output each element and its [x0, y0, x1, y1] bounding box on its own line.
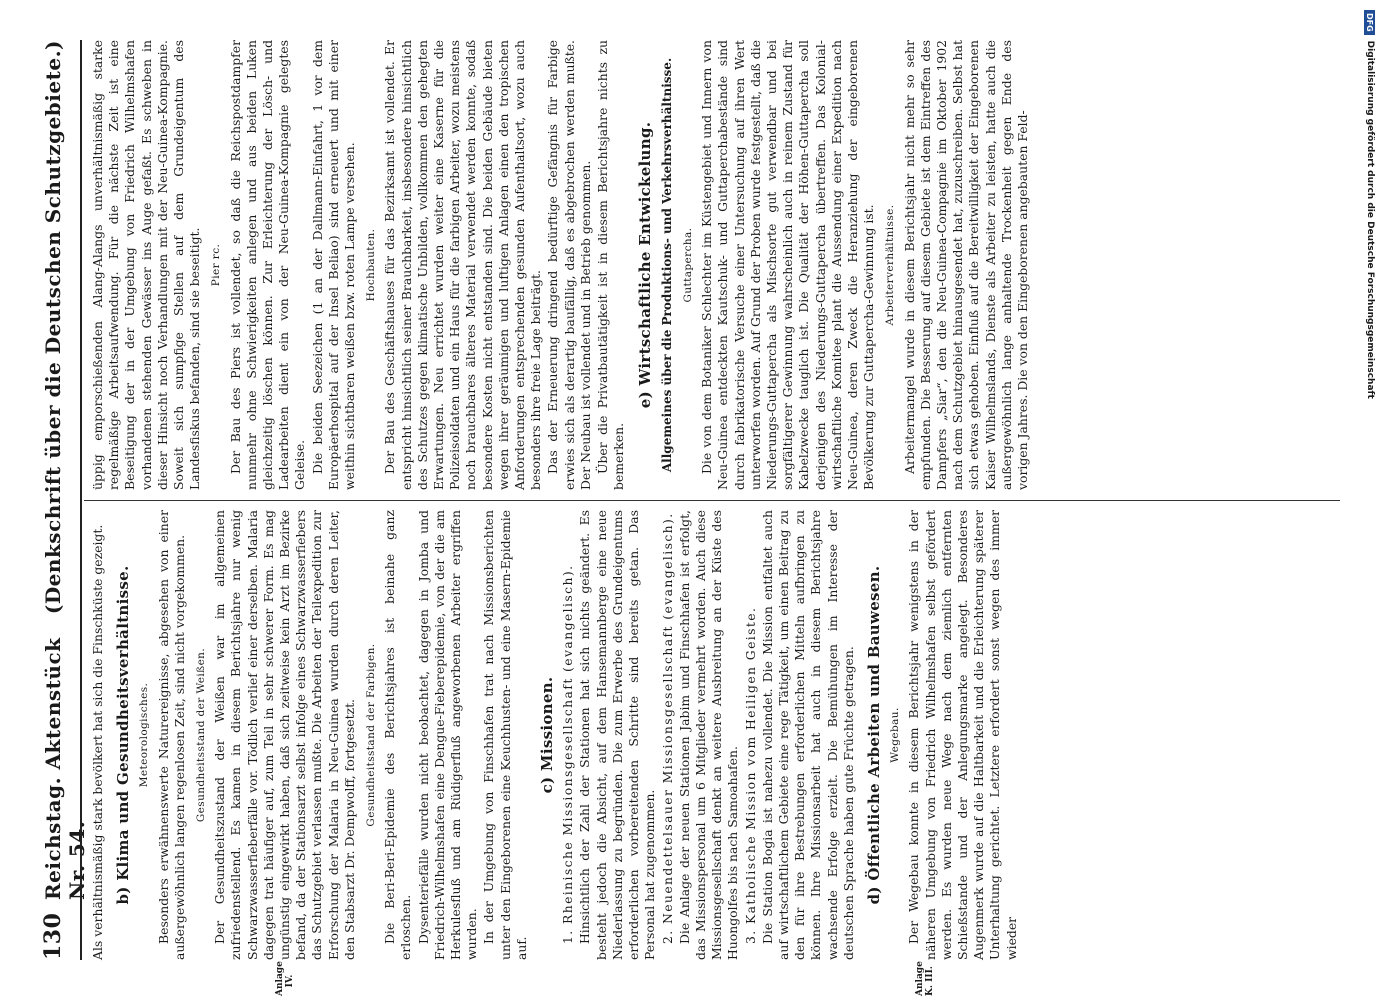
- health-colored-paragraph-2: Dysenteriefälle wurden nicht beobachtet, dagegen in Jomba und Friedrich-Wilhelmshafen eine Dengue-Fieberepidemie, von der die am Herkulesfluß und am Rüdigerfluß angeworbenen Arbeiter ergriffen wurden.: [415, 510, 480, 960]
- section-e-title: e) Wirtschaftliche Entwickelung.: [635, 121, 654, 409]
- right-column: [90, 40, 1340, 490]
- column-divider: [84, 500, 1340, 501]
- hochbau-paragraph-1: Der Bau des Geschäftshauses für das Bezirksamt ist vollendet. Er entspricht hinsichtlich seiner Brauchbarkeit, insbesondere hinsichtlich des Schutzes gegen klimatische Unbilden, vollkommen den gehegten Erwartungen. Neu errichtet wurden weiter eine Kaserne für die Polizeisoldaten und ein Haus für die farbigen Arbeiter, wozu meistens noch brauchbares älteres Material verwendet werden konnte, sodaß besondere Kosten nicht entstanden sind. Die beiden Gebäude bieten wegen ihrer geräumigen und luftigen Anlagen einen den tropischen Anforderungen entsprechenden gesunden Aufenthaltsort, wozu auch besonders ihre freie Lage beiträgt.: [382, 40, 544, 490]
- health-white-label: Gesundheitsstand der Weißen.: [195, 647, 208, 823]
- health-white-paragraph: Der Gesundheitszustand der Weißen war im allgemeinen zufriedenstellend. Es kamen in diesem Berichtsjahre nur wenig Schwarzwasserfieberfälle vor. Tödlich verlief einer derselben. Malaria dagegen trat häufiger auf, zum Teil in sehr schwerer Form. Es mag ungünstig eingewirkt haben, daß sich zeitweise kein Arzt im Bezirke befand, da der Stationsarzt selbst infolge eines Schwarzwasserfiebers das Schutzgebiet verlassen mußte. Die Arbeiten der Teilexpedition zur Erforschung der Malaria in Neu-Guinea wurden durch deren Leiter, den Stabsarzt Dr. Dempwolff, fortgesetzt.: [212, 510, 357, 960]
- arbeiter-label: Arbeiterverhältnisse.: [884, 204, 897, 326]
- header-right-title: (Denkschrift über die Deutschen Schutzgebiete.): [41, 40, 65, 615]
- continued-paragraph: üppig emporschießenden Alang-Alangs unverhältnismäßig starke regelmäßige Arbeitsaufwendung. Für die nächste Zeit ist eine Beseitigung der in der Umgebung von Friedrich Wilhelmshafen vorhandenen stehenden Gewässer ins Auge gefaßt. Es schweben in dieser Hinsicht noch Verhandlungen mit der Neu-Guinea-Kompagnie. Soweit sich sumpfige Stellen auf dem Grundeigentum des Landesfiskus befanden, sind sie beseitigt.: [90, 40, 203, 490]
- section-e-subtitle: Allgemeines über die Produktions- und Verkehrsverhältnisse.: [659, 57, 674, 473]
- header-left-title: Reichstag. Aktenstück Nr. 54.: [41, 637, 89, 900]
- running-header: [40, 40, 89, 960]
- pier-paragraph-2: Die beiden Seezeichen (1 an der Dallmann-Einfahrt, 1 vor dem Europäerhospital auf der Insel Beliao) sind erneuert und mit einer weithin sichtbaren weißen bzw. roten Lampe versehen.: [309, 40, 358, 490]
- left-column: [90, 510, 1340, 960]
- guttapercha-label: Guttapercha.: [681, 227, 694, 303]
- credit-text: Digitalisierung gefördert durch die Deutsche Forschungsgemeinschaft: [1365, 40, 1375, 399]
- wegebau-paragraph: Der Wegebau konnte in diesem Berichtsjahr wenigstens in der näheren Umgebung von Friedrich Wilhelmshafen selbst gefördert werden. Es wurden neue Wege nach dem ziemlich entfernten Schießstande und der Anlegungsmarke angelegt. Besonderes Augenmerk wurde auf die Haltbarkeit und die Erleichterung späterer Unterhaltung gerichtet. Letztere erfordert sonst wegen des immer wieder: [906, 510, 1019, 960]
- mission-1-title: 1. Rheinische Missionsgesellschaft (evangelisch).: [560, 564, 576, 944]
- mission-1-paragraph: Hinsichtlich der Zahl der Stationen hat sich nichts geändert. Es besteht jedoch die Absicht, auf dem Hansemannberge eine neue Niederlassung zu begründen. Die zum Erwerbe des Grundeigentums erforderlichen vorbereitenden Schritte sind bereits getan. Das Personal hat zugenommen.: [577, 510, 658, 960]
- guttapercha-paragraph: Die von dem Botaniker Schlechter im Küstengebiet und Innern von Neu-Guinea entdeckten Kautschuk- und Guttaperchabestände sind durch fabrikatorische Versuche einer Untersuchung auf ihren Wert unterworfen worden. Auf Grund der Proben wurde festgestellt, daß die Niederungs-Guttapercha als Mischsorte gut verwendbar und bei sorgfältigerer Gewinnung wahrscheinlich auch in reinem Zustand für Kabelzwecke tauglich ist. Die Qualität der Höhen-Guttapercha soll derjenigen des Niederungs-Guttapercha übertreffen. Das Kolonial-wirtschaftliche Komitee plant die Aussendung einer Expedition nach Neu-Guinea, deren Zweck die Heranziehung der eingeborenen Bevölkerung zur Guttapercha-Gewinnung ist.: [699, 40, 877, 490]
- mission-3-paragraph: Die Station Bogia ist nahezu vollendet. Die Mission entfaltet auch auf wirtschaftlichem Gebiete eine rege Tätigkeit, um einen Beitrag zu den für ihre Bestrebungen erforderlichen Mitteln aufbringen zu können. Ihre Missionsarbeit hat auch in diesem Berichtsjahre wachsende Erfolge erzielt. Die Bemühungen im Interesse der deutschen Sprache haben gute Früchte getragen.: [759, 510, 856, 960]
- page-number: 130: [40, 912, 66, 960]
- header-rule: [80, 40, 82, 960]
- page-content: [40, 40, 1340, 996]
- intro-paragraph: Als verhältnismäßig stark bevölkert hat sich die Finschküste gezeigt.: [90, 524, 105, 960]
- dfg-logo: DFG: [1365, 10, 1376, 35]
- health-colored-paragraph-1: Die Beri-Beri-Epidemie des Berichtsjahres ist beinahe ganz erloschen.: [382, 510, 414, 960]
- meteo-label: Meteorologisches.: [138, 682, 151, 788]
- mission-3-title: 3. Katholische Mission vom Heiligen Geiste.: [742, 606, 758, 944]
- section-d-title: d) Öffentliche Arbeiten und Bauwesen.: [864, 565, 883, 905]
- hochbau-paragraph-2: Das der Erneuerung dringend bedürftige Gefängnis für Farbige erwies sich als derartig baufällig, daß es abgebrochen werden mußte. Der Neubau ist vollendet und in Betrieb genommen.: [545, 40, 593, 490]
- hochbau-label: Hochbauten.: [365, 228, 378, 302]
- mission-2-paragraph: Die Anlage der neuen Stationen Jabim und Finschhafen ist erfolgt, das Missionspersonal um 6 Mitglieder vermehrt worden. Auch diese Missionsgesellschaft denkt an weitere Ausbreitung an der Küste des Huongolfes bis nach Samoahafen.: [676, 510, 741, 960]
- section-c-title: c) Missionen.: [538, 676, 557, 794]
- health-colored-paragraph-3: In der Umgebung von Finschhafen trat nach Missionsberichten unter den Eingeborenen eine Keuchhusten- und eine Masern-Epidemie auf.: [481, 510, 529, 960]
- wegebau-label: Wegebau.: [889, 707, 902, 763]
- anlage-note-2: Anlage K. III.: [915, 961, 935, 996]
- mission-2-title: 2. Neuendettelsauer Missionsgesellschaft (evangelisch).: [659, 512, 675, 944]
- section-b-title: b) Klima und Gesundheitsverhältnisse.: [114, 565, 133, 905]
- arbeiter-paragraph: Arbeitermangel wurde in diesem Berichtsjahr nicht mehr so sehr empfunden. Die Besserung auf diesem Gebiete ist dem Eintreffen des Dampfers „Siar“, den die Neu-Guinea-Compagnie im Oktober 1902 nach dem Schutzgebiet hinausgesendet hat, zuzuschreiben. Selbst hat sich etwas gehoben. Einfluß auf die Bereitwilligkeit der Eingeborenen Kaiser Wilhelmslands, Dienste als Arbeiter zu leisten, hatte auch die außergewöhnlich lange anhaltende Trockenheit gegen Ende des vorigen Jahres. Die von den Eingeborenen angebauten Feld-: [901, 40, 1030, 490]
- pier-label: Pier rc.: [210, 243, 223, 287]
- meteo-paragraph: Besonders erwähnenswerte Naturereignisse, abgesehen von einer außergewöhnlich langen regenlosen Zeit, sind nicht vorgekommen.: [155, 510, 187, 960]
- digitization-credit: [1360, 10, 1380, 990]
- hochbau-paragraph-3: Über die Privatbautätigkeit ist in diesem Berichtsjahre nichts zu bemerken.: [595, 40, 627, 490]
- pier-paragraph-1: Der Bau des Piers ist vollendet, so daß die Reichspostdampfer nunmehr ohne Schwierigkeiten anlegen und aus beiden Luken gleichzeitig löschen können. Zur Erleichterung der Lösch- und Ladearbeiten dient ein von der Neu-Guinea-Kompagnie gelegtes Geleise.: [227, 40, 308, 490]
- credit-text-wrap: [1360, 10, 1380, 990]
- anlage-note-1: Anlage IV.: [275, 961, 295, 996]
- health-colored-label: Gesundheitsstand der Farbigen.: [365, 643, 378, 827]
